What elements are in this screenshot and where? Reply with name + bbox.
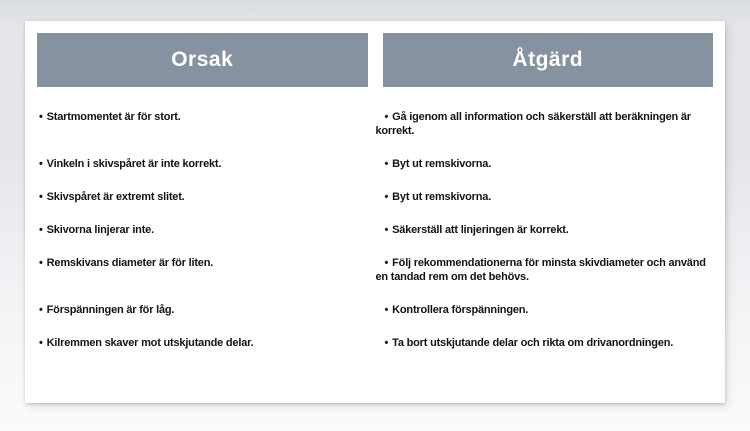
column-header-cause: Orsak xyxy=(37,33,368,87)
action-item xyxy=(376,110,714,138)
action-text: Säkerställ att linjeringen är korrekt. xyxy=(392,224,569,236)
action-item xyxy=(376,157,714,171)
bullet-icon: • xyxy=(384,111,389,123)
action-text: Byt ut remskivorna. xyxy=(392,191,492,203)
cause-item xyxy=(30,256,368,284)
bullet-icon: • xyxy=(39,191,43,203)
cause-item xyxy=(30,190,368,204)
bullet-icon: • xyxy=(39,111,43,123)
action-text: Kontrollera förspänningen. xyxy=(392,304,529,316)
cause-text: Remskivans diameter är för liten. xyxy=(46,257,214,269)
bullet-icon: • xyxy=(384,158,389,170)
cause-text: Kilremmen skaver mot utskjutande delar. xyxy=(46,337,254,349)
action-item xyxy=(376,256,714,284)
action-text: Ta bort utskjutande delar och rikta om drivanordningen. xyxy=(392,337,674,349)
bullet-icon: • xyxy=(39,158,43,170)
bullet-icon: • xyxy=(39,257,43,269)
cause-item xyxy=(30,110,368,138)
action-text: Följ rekommendationerna för minsta skivdiameter och använd en tandad rem om det behövs. xyxy=(375,257,706,283)
bullet-icon: • xyxy=(384,191,389,203)
bullet-icon: • xyxy=(39,304,43,316)
action-text: Byt ut remskivorna. xyxy=(392,158,492,170)
cause-item xyxy=(30,157,368,171)
bullet-icon: • xyxy=(384,304,389,316)
column-header-action: Åtgärd xyxy=(383,33,714,87)
bullet-icon: • xyxy=(384,224,389,236)
cause-item xyxy=(30,336,368,350)
cause-text: Förspänningen är för låg. xyxy=(46,304,175,316)
cause-item xyxy=(30,223,368,237)
troubleshooting-page xyxy=(25,21,725,403)
cause-action-table xyxy=(37,33,713,350)
cause-text: Vinkeln i skivspåret är inte korrekt. xyxy=(46,158,222,170)
bullet-icon: • xyxy=(384,337,389,349)
action-item xyxy=(376,336,714,350)
action-item xyxy=(376,190,714,204)
action-text: Gå igenom all information och säkerställ att beräkningen är korrekt. xyxy=(375,111,691,137)
action-item xyxy=(376,303,714,317)
cause-text: Skivspåret är extremt slitet. xyxy=(46,191,185,203)
bullet-icon: • xyxy=(384,257,389,269)
bullet-icon: • xyxy=(39,337,43,349)
cause-item xyxy=(30,303,368,317)
cause-text: Skivorna linjerar inte. xyxy=(46,224,154,236)
action-item xyxy=(376,223,714,237)
bullet-icon: • xyxy=(39,224,43,236)
cause-text: Startmomentet är för stort. xyxy=(46,111,181,123)
